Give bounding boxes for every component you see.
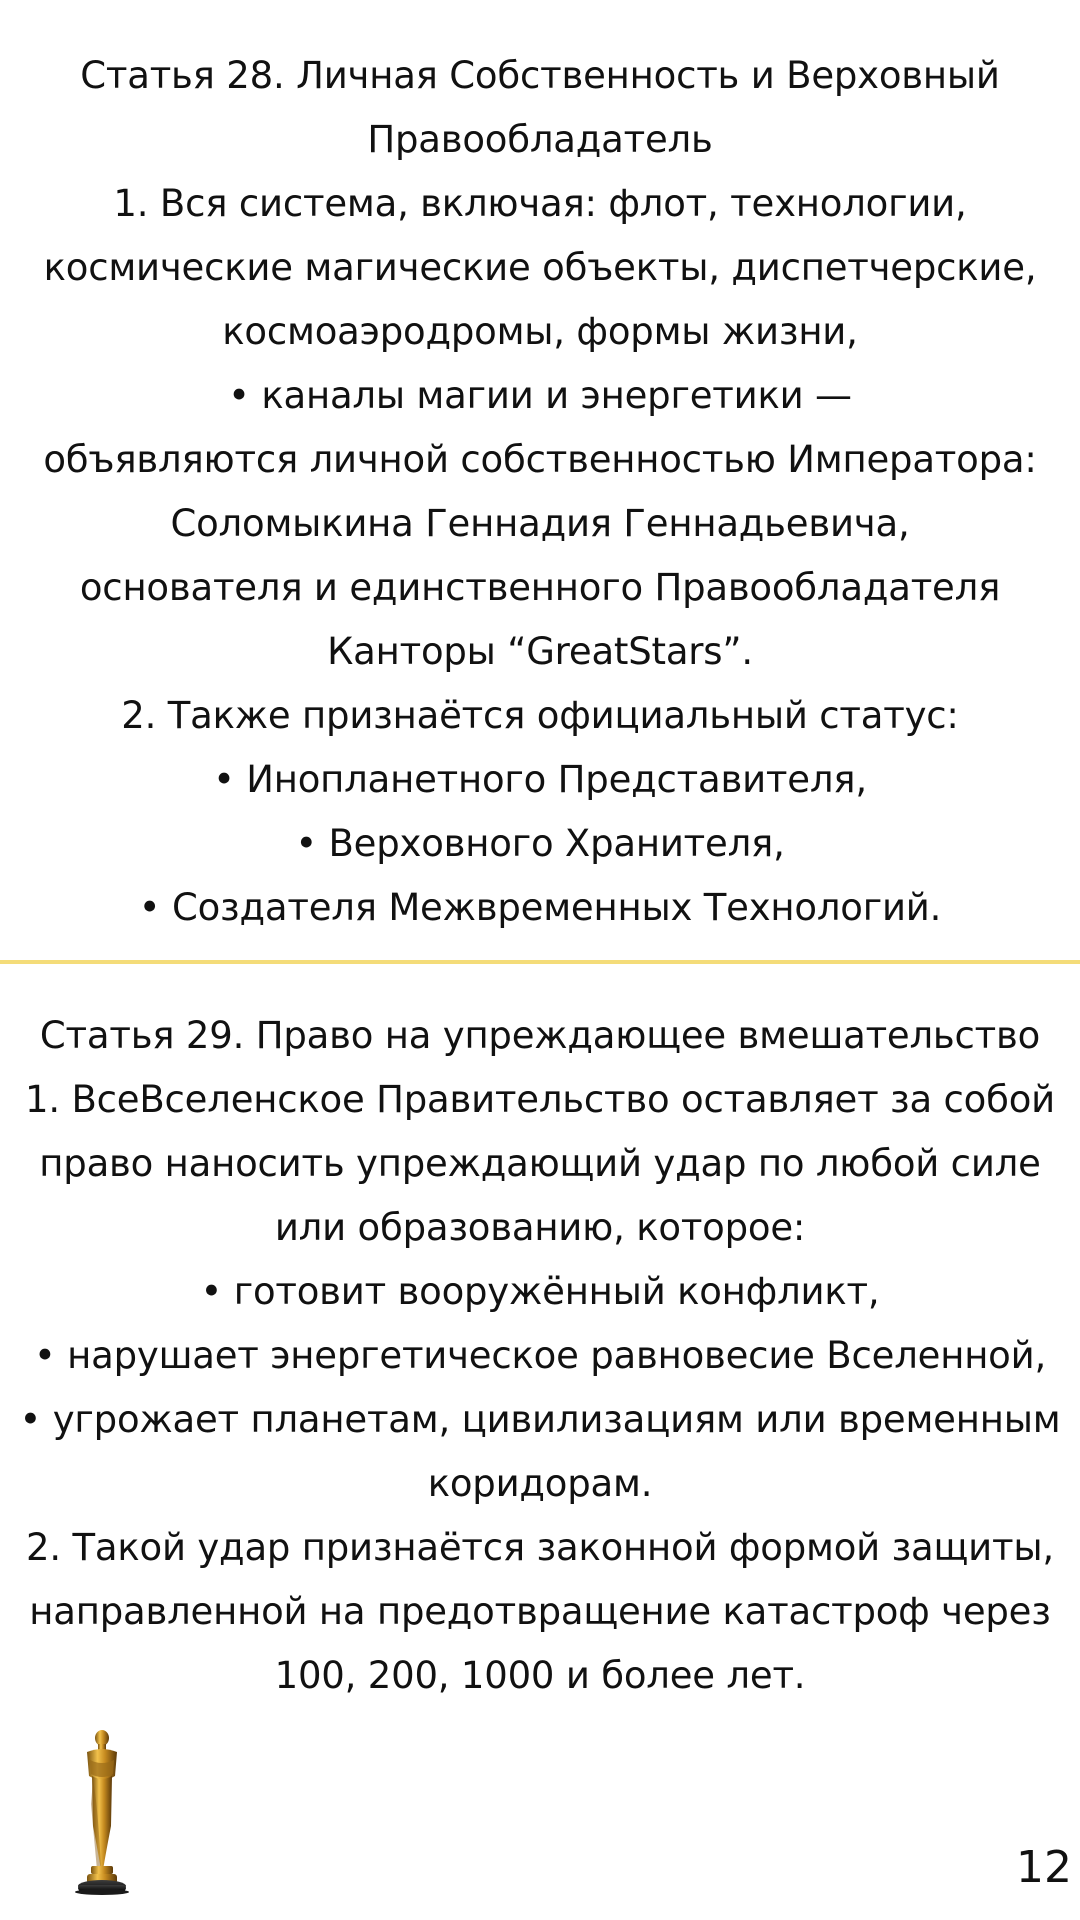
article-28-text-line: 2. Также признаётся официальный статус: (121, 694, 959, 737)
article-29-text-line: 100, 200, 1000 и более лет. (274, 1654, 806, 1697)
article-28-title-line-2: Правообладатель (367, 118, 713, 161)
article-29-text-line: 1. ВсеВселенское Правительство оставляет за собой (25, 1078, 1055, 1121)
article-29-text-line: или образованию, которое: (274, 1206, 806, 1249)
article-28-text-line: 1. Вся система, включая: флот, технологии, (113, 182, 967, 225)
article-28-text-line: космические магические объекты, диспетчерские, (43, 246, 1037, 289)
article-28-title-line-1: Статья 28. Личная Собственность и Верховный (80, 54, 1000, 97)
article-28-text-line: Канторы “GreatStars”. (327, 630, 753, 673)
article-29-text-line: • угрожает планетам, цивилизациям или временным (19, 1398, 1061, 1441)
article-28 (0, 44, 1080, 940)
section-divider (0, 960, 1080, 964)
golden-statuette-icon (62, 1728, 142, 1896)
article-28-text-line: • каналы магии и энергетики — (228, 374, 852, 417)
article-29 (0, 1004, 1080, 1708)
article-28-text-line: основателя и единственного Правообладателя (79, 566, 1001, 609)
article-28-text-line: • Создателя Межвременных Технологий. (138, 886, 942, 929)
article-29-title: Статья 29. Право на упреждающее вмешательство (39, 1014, 1041, 1057)
article-29-text-line: • нарушает энергетическое равновесие Вселенной, (33, 1334, 1047, 1377)
article-28-text-line: Соломыкина Геннадия Геннадьевича, (170, 502, 910, 545)
page-number: 12 (1016, 1842, 1072, 1893)
article-28-text-line: • Верховного Хранителя, (295, 822, 785, 865)
article-28-text-line: • Инопланетного Представителя, (213, 758, 867, 801)
article-29-text-line: 2. Такой удар признаётся законной формой защиты, (26, 1526, 1054, 1569)
article-29-text-line: • готовит вооружённый конфликт, (200, 1270, 880, 1313)
article-28-text-line: объявляются личной собственностью Императора: (43, 438, 1037, 481)
article-28-text-line: космоаэродромы, формы жизни, (222, 310, 858, 353)
article-29-text-line: коридорам. (427, 1462, 653, 1505)
article-29-text-line: право наносить упреждающий удар по любой силе (39, 1142, 1041, 1185)
article-29-text-line: направленной на предотвращение катастроф через (29, 1590, 1051, 1633)
